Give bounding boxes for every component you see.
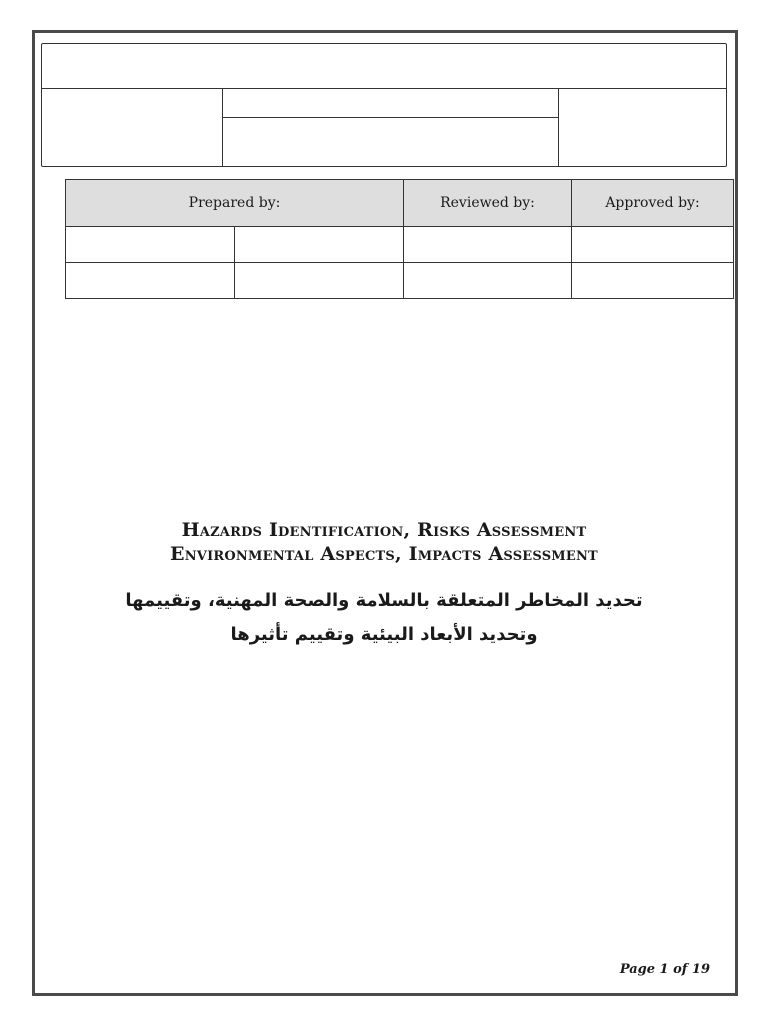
header-divider — [42, 88, 726, 89]
header-divider — [222, 88, 223, 166]
approved-by-header: Approved by: — [572, 180, 734, 227]
header-divider — [222, 117, 558, 118]
arabic-title-line-2: وتحديد الأبعاد البيئية وتقييم تأثيرها — [230, 624, 538, 645]
signoff-cell — [66, 263, 235, 299]
page-number: Page 1 of 19 — [619, 962, 710, 977]
signoff-cell — [404, 263, 572, 299]
arabic-title-line-1: تحديد المخاطر المتعلقة بالسلامة والصحة المهنية، وتقييمها — [125, 590, 643, 611]
signoff-cell — [404, 227, 572, 263]
table-row — [66, 263, 734, 299]
signoff-header-row — [66, 180, 734, 227]
table-row — [66, 227, 734, 263]
header-divider — [558, 88, 559, 166]
title-line-1: Hazards Identification, Risks Assessment — [181, 519, 587, 541]
signoff-cell — [572, 263, 734, 299]
prepared-by-header: Prepared by: — [66, 180, 404, 227]
document-header-box — [41, 43, 727, 167]
page-border — [32, 30, 738, 996]
signoff-cell — [235, 263, 404, 299]
signoff-table — [65, 179, 734, 299]
signoff-cell — [66, 227, 235, 263]
signoff-cell — [572, 227, 734, 263]
signoff-cell — [235, 227, 404, 263]
title-line-2: Environmental Aspects, Impacts Assessment — [170, 543, 598, 565]
reviewed-by-header: Reviewed by: — [404, 180, 572, 227]
document-title — [0, 518, 768, 566]
